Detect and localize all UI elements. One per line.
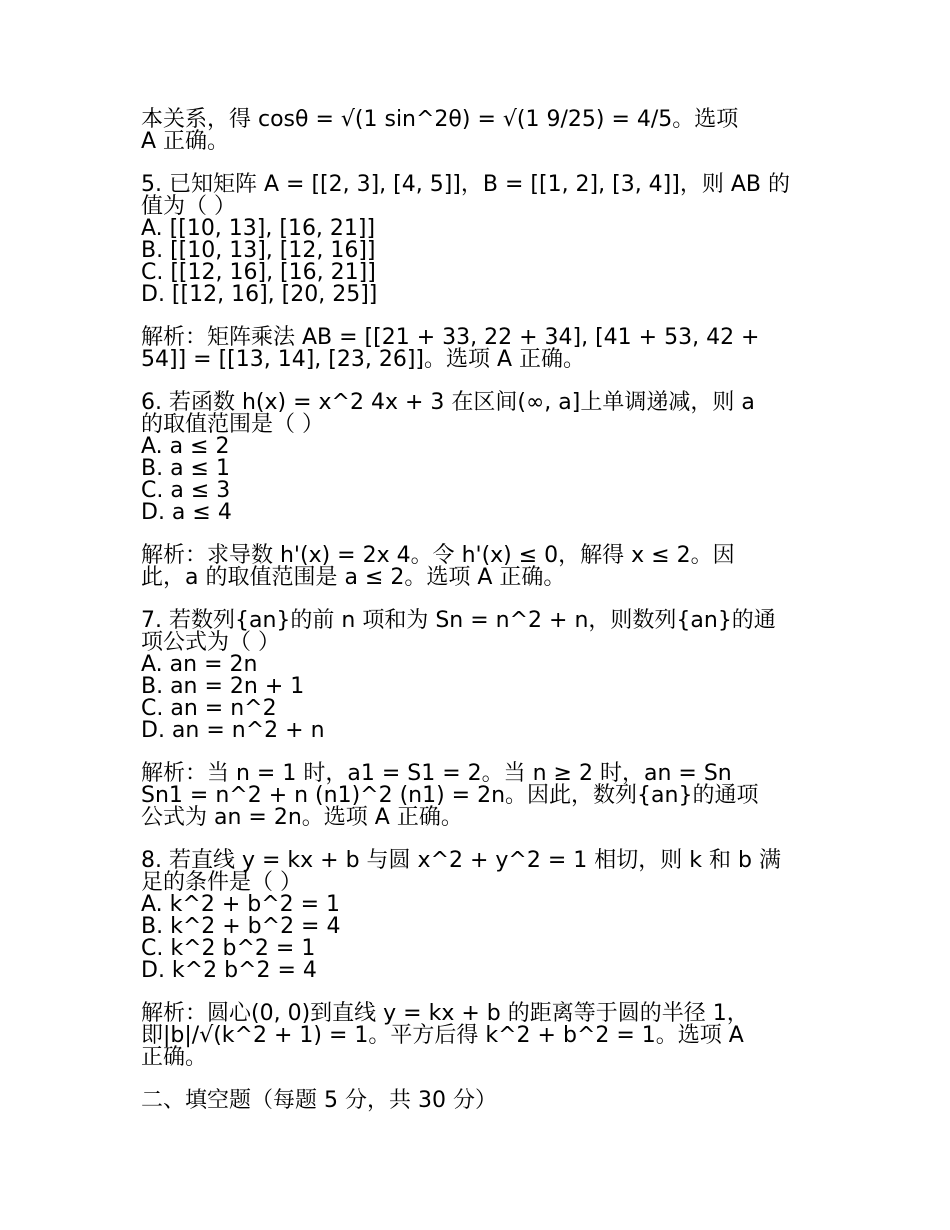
question-stem: 7. 若数列{an}的前 n 项和为 Sn = n^2 + n，则数列{an}的通	[141, 608, 776, 633]
option-a: A. [[10, 13], [16, 21]]	[141, 216, 376, 241]
text-line: 解析：求导数 h'(x) = 2x 4。令 h'(x) ≤ 0，解得 x ≤ 2。因	[141, 543, 735, 568]
option-a: A. an = 2n	[141, 652, 258, 677]
text-line: 即|b|/√(k^2 + 1) = 1。平方后得 k^2 + b^2 = 1。选项 A	[141, 1023, 744, 1048]
text-line: Sn1 = n^2 + n (n1)^2 (n1) = 2n。因此，数列{an}的通项	[141, 783, 759, 808]
option-c: C. [[12, 16], [16, 21]]	[141, 260, 376, 285]
text-line: 解析：当 n = 1 时，a1 = S1 = 2。当 n ≥ 2 时，an = Sn	[141, 761, 732, 786]
question-8	[141, 850, 813, 982]
answer-6	[141, 545, 813, 589]
answer-5	[141, 327, 813, 371]
text-line: 本关系，得 cosθ = √(1 sin^2θ) = √(1 9/25) = 4/5。选项	[141, 107, 739, 132]
option-c: C. an = n^2	[141, 696, 277, 721]
option-c: C. k^2 b^2 = 1	[141, 936, 316, 961]
question-stem: 8. 若直线 y = kx + b 与圆 x^2 + y^2 = 1 相切，则 k 和 b 满	[141, 848, 781, 873]
text-line: 54]] = [[13, 14], [23, 26]]。选项 A 正确。	[141, 347, 586, 372]
option-b: B. k^2 + b^2 = 4	[141, 914, 341, 939]
question-stem: 6. 若函数 h(x) = x^2 4x + 3 在区间(∞, a]上单调递减，则 a	[141, 390, 755, 415]
answer-7	[141, 763, 813, 829]
question-stem: 5. 已知矩阵 A = [[2, 3], [4, 5]]，B = [[1, 2], [3, 4]]，则 AB 的	[141, 172, 790, 197]
text-line: 解析：矩阵乘法 AB = [[21 + 33, 22 + 34], [41 + 53, 42 +	[141, 325, 760, 350]
question-7	[141, 610, 813, 742]
option-d: D. an = n^2 + n	[141, 718, 325, 743]
text-line: 此，a 的取值范围是 a ≤ 2。选项 A 正确。	[141, 565, 566, 590]
question-5	[141, 174, 813, 306]
question-stem: 项公式为（ ）	[141, 630, 280, 655]
option-d: D. [[12, 16], [20, 25]]	[141, 282, 378, 307]
question-6	[141, 392, 813, 524]
section-heading	[141, 1090, 813, 1112]
section-title: 二、填空题（每题 5 分，共 30 分）	[141, 1088, 497, 1113]
document-content	[141, 109, 813, 1133]
text-line: A 正确。	[141, 129, 230, 154]
option-a: A. k^2 + b^2 = 1	[141, 892, 341, 917]
option-d: D. a ≤ 4	[141, 500, 232, 525]
text-line: 正确。	[141, 1045, 208, 1070]
answer-4-continuation	[141, 109, 813, 153]
answer-8	[141, 1003, 813, 1069]
option-d: D. k^2 b^2 = 4	[141, 958, 317, 983]
question-stem: 值为（ ）	[141, 194, 236, 219]
text-line: 公式为 an = 2n。选项 A 正确。	[141, 805, 463, 830]
option-c: C. a ≤ 3	[141, 478, 231, 503]
option-b: B. an = 2n + 1	[141, 674, 305, 699]
question-stem: 的取值范围是（ ）	[141, 412, 324, 437]
question-stem: 足的条件是（ ）	[141, 870, 302, 895]
option-b: B. [[10, 13], [12, 16]]	[141, 238, 376, 263]
option-b: B. a ≤ 1	[141, 456, 230, 481]
option-a: A. a ≤ 2	[141, 434, 230, 459]
text-line: 解析：圆心(0, 0)到直线 y = kx + b 的距离等于圆的半径 1，	[141, 1001, 749, 1026]
